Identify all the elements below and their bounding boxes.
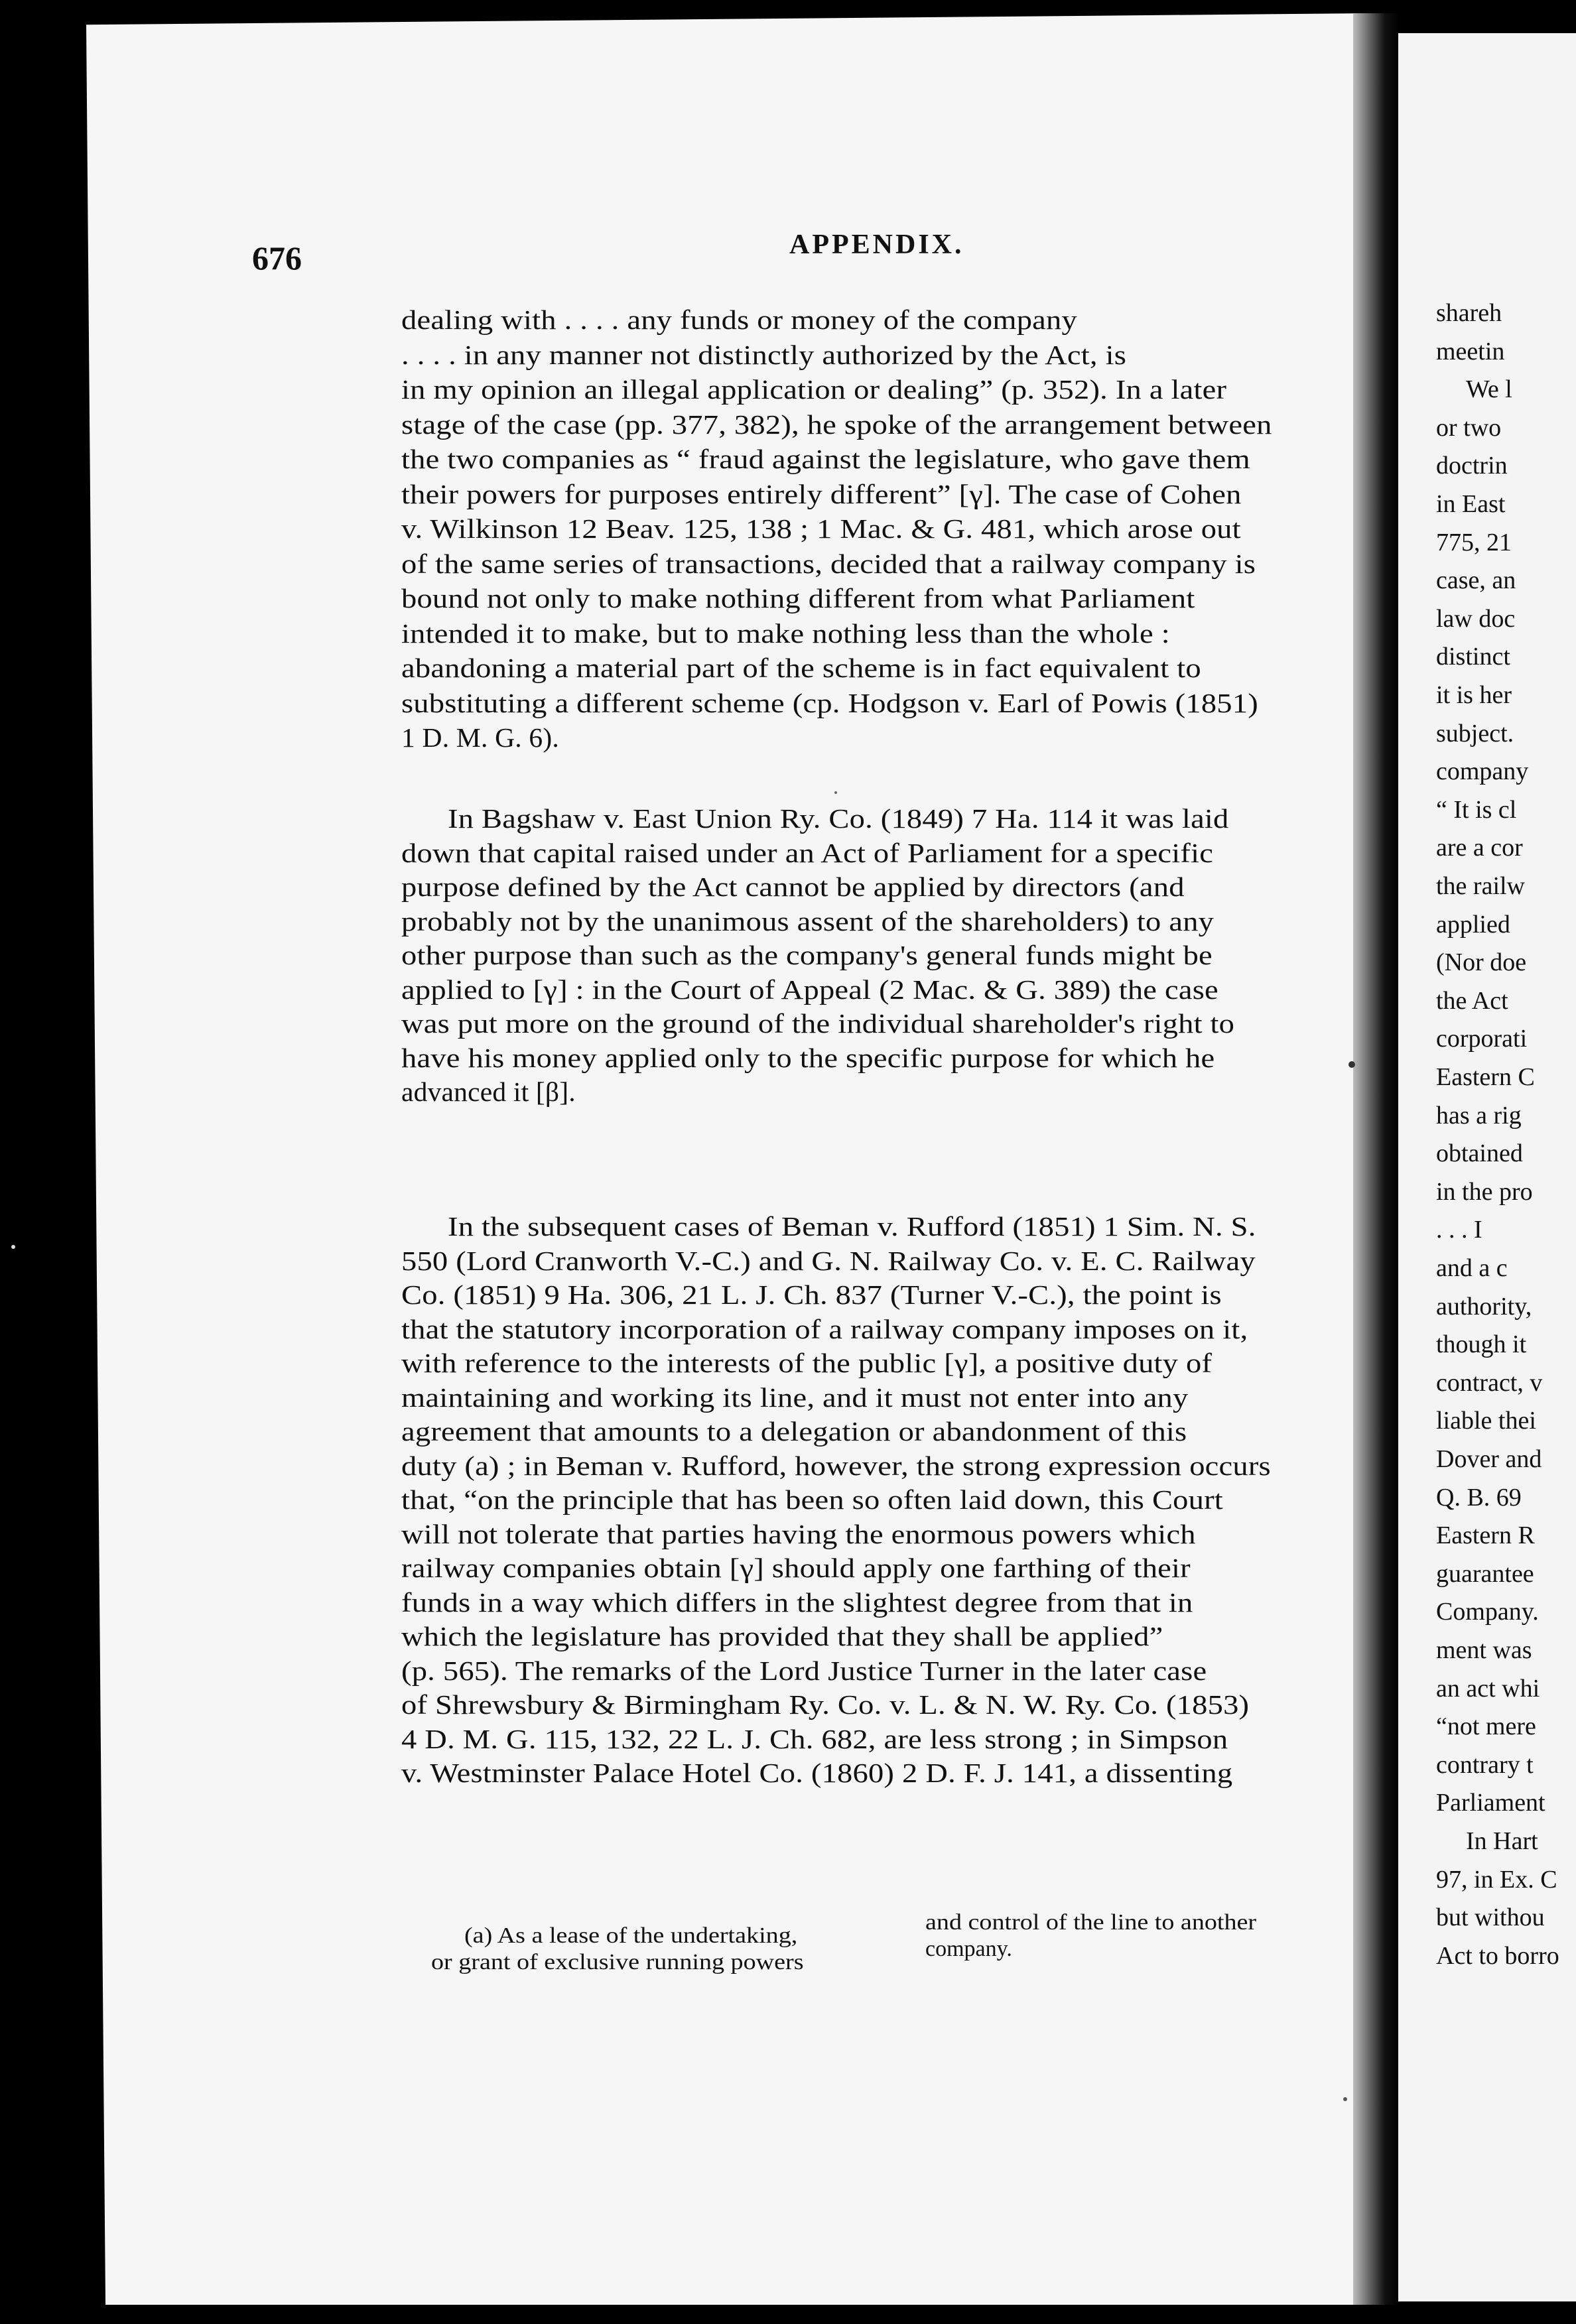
text-line: substituting a different scheme (cp. Hodgson v. Earl of Powis (1851) xyxy=(401,687,1258,718)
facing-page-line: meetin xyxy=(1436,337,1505,365)
text-line: which the legislature has provided that they shall be applied” xyxy=(401,1621,1163,1651)
facing-page-line: contract, v xyxy=(1436,1368,1543,1397)
facing-page-line: shareh xyxy=(1436,299,1502,327)
facing-page-line: Dover and xyxy=(1436,1445,1542,1473)
text-line: advanced it [β]. xyxy=(401,1076,576,1107)
facing-page-line: In Hart xyxy=(1466,1827,1538,1855)
facing-page-line: 775, 21 xyxy=(1436,528,1512,556)
facing-page-line: are a cor xyxy=(1436,834,1523,862)
facing-page-line: (Nor doe xyxy=(1436,948,1527,977)
text-line: funds in a way which differs in the slightest degree from that in xyxy=(401,1586,1193,1618)
facing-page-line: obtained xyxy=(1436,1139,1523,1168)
facing-page-line: We l xyxy=(1466,375,1512,404)
text-line: will not tolerate that parties having the enormous powers which xyxy=(401,1518,1196,1549)
text-line: in my opinion an illegal application or dealing” (p. 352). In a later xyxy=(401,374,1227,405)
facing-page-line: though it xyxy=(1436,1330,1527,1359)
footnote-line: (a) As a lease of the undertaking, xyxy=(464,1923,798,1948)
text-line: stage of the case (pp. 377, 382), he spoke of the arrangement between xyxy=(401,409,1272,440)
facing-page-line: Parliament xyxy=(1436,1789,1545,1817)
facing-page-line: or two xyxy=(1436,413,1502,442)
text-line: In Bagshaw v. East Union Ry. Co. (1849) 7 Ha. 114 it was laid xyxy=(448,803,1229,834)
text-line: Co. (1851) 9 Ha. 306, 21 L. J. Ch. 837 (Turner V.-C.), the point is xyxy=(401,1279,1222,1310)
text-line: abandoning a material part of the scheme is in fact equivalent to xyxy=(401,653,1201,683)
facing-page-line: doctrin xyxy=(1436,452,1508,480)
facing-page-line: “not mere xyxy=(1436,1712,1536,1741)
text-line: probably not by the unanimous assent of the shareholders) to any xyxy=(401,905,1215,936)
facing-page-line: in the pro xyxy=(1436,1177,1533,1206)
facing-page-line: Q. B. 69 xyxy=(1436,1483,1522,1512)
facing-page-line: “ It is cl xyxy=(1436,795,1517,824)
text-line: the two companies as “ fraud against the legislature, who gave them xyxy=(401,444,1250,474)
facing-page-line: company xyxy=(1436,757,1529,786)
text-line: that, “on the principle that has been so often laid down, this Court xyxy=(401,1484,1223,1515)
facing-page-line: distinct xyxy=(1436,643,1510,671)
facing-page-line: Eastern R xyxy=(1436,1521,1535,1550)
facing-page-line: Company. xyxy=(1436,1598,1539,1626)
text-line: maintaining and working its line, and it must not enter into any xyxy=(401,1382,1189,1413)
text-line: their powers for purposes entirely different” [γ]. The case of Cohen xyxy=(401,478,1242,509)
text-line: agreement that amounts to a delegation or abandonment of this xyxy=(401,1416,1187,1447)
text-line: dealing with . . . . any funds or money of the company xyxy=(401,304,1077,335)
text-line: have his money applied only to the specific purpose for which he xyxy=(401,1042,1215,1073)
facing-page-line: Act to borro xyxy=(1436,1941,1559,1970)
facing-page-line: the railw xyxy=(1436,872,1526,900)
facing-page-line: applied xyxy=(1436,910,1510,938)
footnote-line: or grant of exclusive running powers xyxy=(431,1950,804,1974)
text-line: . . . . in any manner not distinctly authorized by the Act, is xyxy=(401,339,1127,370)
text-line: duty (a) ; in Beman v. Rufford, however, the strong expression occurs xyxy=(401,1450,1271,1481)
text-line: 1 D. M. G. 6). xyxy=(401,722,559,753)
text-line: bound not only to make nothing different from what Parliament xyxy=(401,583,1195,613)
text-line: v. Westminster Palace Hotel Co. (1860) 2 D. F. J. 141, a dissenting xyxy=(401,1758,1233,1788)
facing-page-line: it is her xyxy=(1436,681,1512,709)
facing-page-line: Eastern C xyxy=(1436,1063,1535,1091)
facing-page-line: but withou xyxy=(1436,1904,1545,1932)
text-line: railway companies obtain [γ] should apply one farthing of their xyxy=(401,1553,1191,1583)
facing-page-line: law doc xyxy=(1436,604,1516,633)
running-head: APPENDIX. xyxy=(789,229,964,260)
text-line: In the subsequent cases of Beman v. Rufford (1851) 1 Sim. N. S. xyxy=(448,1211,1256,1242)
facing-page-line: authority, xyxy=(1436,1292,1532,1321)
text-line: of the same series of transactions, decided that a railway company is xyxy=(401,548,1256,579)
footnote-line: company. xyxy=(925,1937,1012,1961)
facing-page-line: liable thei xyxy=(1436,1407,1536,1435)
text-line: (p. 565). The remarks of the Lord Justice Turner in the later case xyxy=(401,1655,1207,1686)
facing-page-line: the Act xyxy=(1436,986,1508,1015)
facing-page-line: contrary t xyxy=(1436,1750,1534,1779)
text-line: 550 (Lord Cranworth V.-C.) and G. N. Railway Co. v. E. C. Railway xyxy=(401,1245,1256,1276)
facing-page-line: guarantee xyxy=(1436,1559,1534,1588)
text-line: other purpose than such as the company's general funds might be xyxy=(401,940,1213,970)
text-line: intended it to make, but to make nothing less than the whole : xyxy=(401,617,1170,649)
facing-page-line: corporati xyxy=(1436,1025,1528,1053)
footnote-line: and control of the line to another xyxy=(925,1910,1257,1935)
text-line: down that capital raised under an Act of Parliament for a specific xyxy=(401,837,1214,868)
facing-page-line: has a rig xyxy=(1436,1101,1522,1130)
text-line: v. Wilkinson 12 Beav. 125, 138 ; 1 Mac. & G. 481, which arose out xyxy=(401,513,1241,544)
text-line: applied to [γ] : in the Court of Appeal (2 Mac. & G. 389) the case xyxy=(401,974,1218,1005)
text-line: purpose defined by the Act cannot be applied by directors (and xyxy=(401,871,1185,902)
facing-page-line: ment was xyxy=(1436,1636,1532,1664)
text-line: with reference to the interests of the public [γ], a positive duty of xyxy=(401,1348,1213,1378)
facing-page-line: in East xyxy=(1436,490,1506,518)
facing-page-line: case, an xyxy=(1436,566,1516,595)
facing-page-line: and a c xyxy=(1436,1254,1508,1282)
text-line: of Shrewsbury & Birmingham Ry. Co. v. L. & N. W. Ry. Co. (1853) xyxy=(401,1689,1250,1720)
text-line: that the statutory incorporation of a railway company imposes on it, xyxy=(401,1313,1248,1344)
facing-page-line: an act whi xyxy=(1436,1674,1540,1703)
facing-page-line: subject. xyxy=(1436,719,1514,747)
facing-page-line: 97, in Ex. C xyxy=(1436,1865,1557,1894)
facing-page-line: . . . I xyxy=(1436,1216,1482,1244)
text-line: 4 D. M. G. 115, 132, 22 L. J. Ch. 682, are less strong ; in Simpson xyxy=(401,1723,1228,1754)
page-number: 676 xyxy=(252,239,302,277)
text-line: was put more on the ground of the individual shareholder's right to xyxy=(401,1008,1235,1039)
